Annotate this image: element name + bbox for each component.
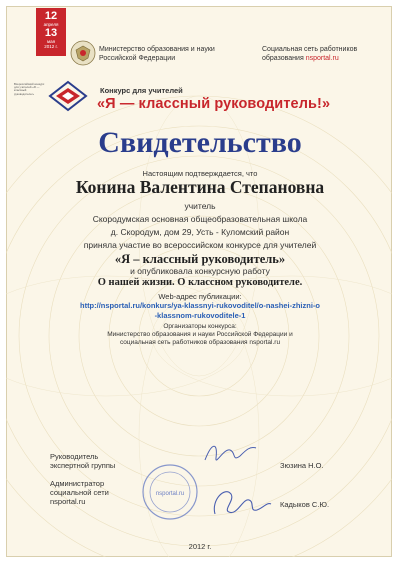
- publication-url[interactable]: [20, 301, 380, 321]
- svg-text:nsportal.ru: nsportal.ru: [155, 491, 185, 497]
- badge-month-start: апреля: [43, 22, 59, 27]
- badge-day-end: 13: [44, 27, 58, 39]
- contest-logo-caption: Всероссийский конкурс для учителей «Я — классный руководитель!»: [14, 82, 45, 96]
- date-badge: [36, 8, 66, 56]
- signatory1-name: Зюзина Н.О.: [280, 461, 324, 470]
- footer-year: 2012 г.: [188, 542, 212, 551]
- contest-name: «Я – классный руководитель»: [114, 252, 286, 266]
- signatory1-role: [50, 452, 115, 470]
- recipient-school: Скородумская основная общеобразовательная школа: [92, 214, 308, 224]
- ministry-emblem-icon: [70, 40, 96, 66]
- signatory1-role-line2: экспертной группы: [50, 461, 116, 470]
- participation-text: приняла участие во всероссийском конкурсе для учителей: [83, 240, 317, 250]
- signatory2-role-line3: nsportal.ru: [50, 497, 86, 506]
- publication-url-line1[interactable]: http://nsportal.ru/konkurs/ya-klassnyi-rukovoditel/o-nashei-zhizni-o: [79, 301, 321, 310]
- badge-year: 2012 г.: [44, 44, 58, 49]
- signature1-icon: [200, 438, 260, 468]
- network-label-line1: Социальная сеть работников: [262, 46, 358, 53]
- publication-url-line2[interactable]: -klassnom-rukovoditele-1: [154, 311, 246, 320]
- signatory2-role-line2: социальной сети: [50, 488, 109, 497]
- signatory2-name: Кадыков С.Ю.: [280, 500, 330, 509]
- published-text: и опубликовала конкурсную работу: [130, 266, 270, 276]
- organizers-line2: социальная сеть работников образования nsportal.ru: [119, 339, 281, 346]
- ministry-label: Министерство образования и науки Российской Федерации: [99, 46, 215, 62]
- work-title: О нашей жизни. О классном руководителе.: [97, 277, 303, 288]
- contest-subtitle: Конкурс для учителей: [100, 86, 183, 95]
- network-label-prefix: образования: [262, 54, 306, 62]
- network-link[interactable]: nsportal.ru: [305, 54, 339, 62]
- organizers-line1: Министерство образования и науки Российской Федерации и: [107, 331, 293, 338]
- badge-day-start: 12: [44, 10, 58, 22]
- badge-month-end: мая: [46, 39, 56, 44]
- signatory2-role: [50, 479, 109, 506]
- organizers-label: Организаторы конкурса:: [163, 323, 237, 330]
- recipient-name: Конина Валентина Степановна: [75, 177, 325, 197]
- contest-logo-icon: [48, 80, 88, 112]
- stamp-icon: [140, 462, 200, 522]
- certificate-title: Свидетельство: [98, 126, 302, 159]
- organizers-list: [20, 331, 380, 347]
- confirm-text: Настоящим подтверждается, что: [142, 169, 258, 178]
- network-label-line2: [262, 55, 382, 64]
- network-label: [262, 46, 382, 63]
- recipient-address: д. Скородум, дом 29, Усть - Куломский район: [110, 227, 290, 237]
- signatory2-role-line1: Администратор: [50, 479, 105, 488]
- signatory1-role-line1: Руководитель: [50, 452, 99, 461]
- web-address-label: Web-адрес публикации:: [158, 292, 242, 301]
- contest-title: «Я — классный руководитель!»: [97, 96, 331, 112]
- signature2-icon: [205, 480, 275, 522]
- recipient-position: учитель: [184, 201, 216, 211]
